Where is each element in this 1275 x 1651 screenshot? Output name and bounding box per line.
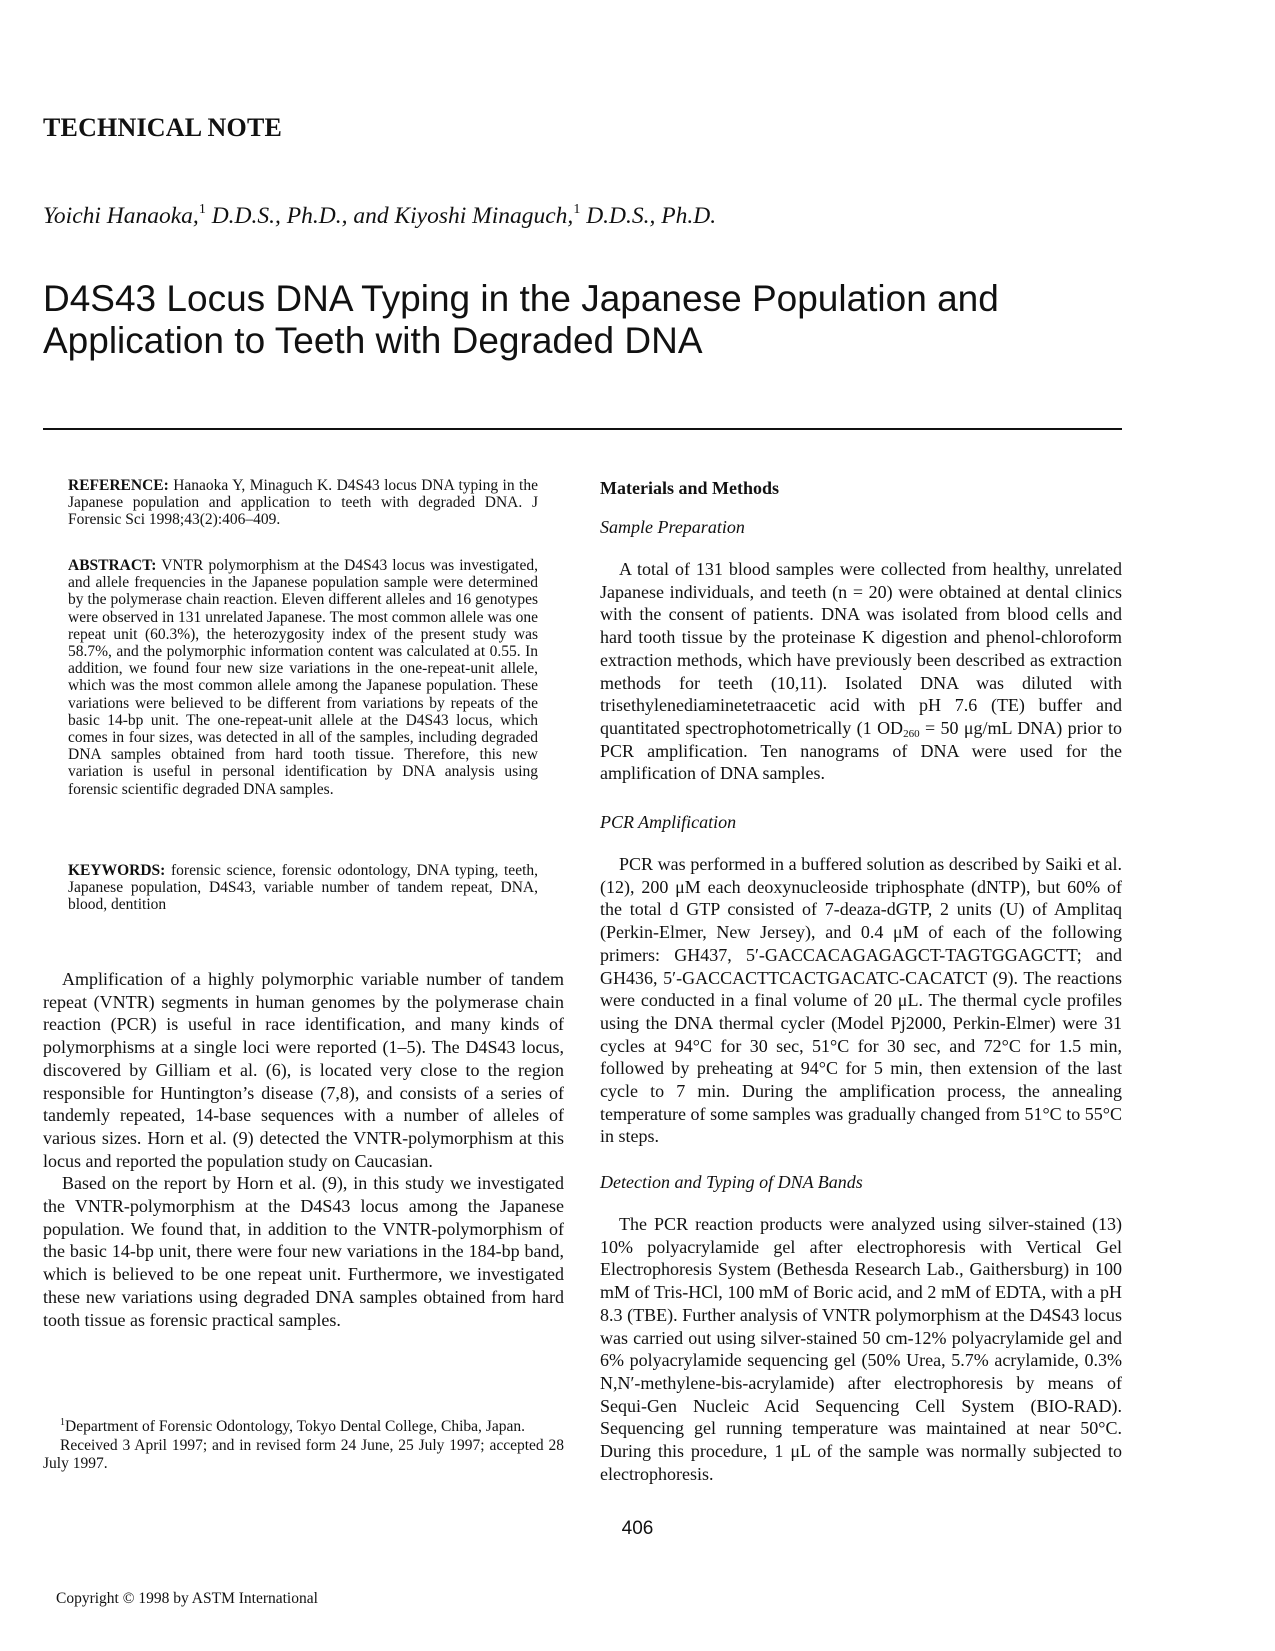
abstract-text: VNTR polymorphism at the D4S43 locus was investigated, and allele frequencies in the Japanese population sample were determined by the polymerase chain reaction. Eleven different alleles and 16 genotypes were observed in 131 unrelated Japanese. The most common allele was one repeat unit (60.3%), the heterozygosity index of the present study was 58.7%, and the polymorphic information content was calculated at 0.55. In addition, we found four new size variations in the one-repeat-unit allele, which was the most common allele among the Japanese population. These variations were believed to be different from variations by repeats of the basic 14-bp unit. The one-repeat-unit allele at the D4S43 locus, which comes in four sizes, was detected in all of the samples, including degraded DNA samples obtained from hard tooth tissue. Therefore, this new variation is useful in personal identification by DNA analysis using forensic scientific degraded DNA samples. [68,557,538,798]
sample-prep-heading: Sample Preparation [600,517,745,537]
page-number: 406 [621,1518,654,1539]
introduction-column [43,968,564,1331]
copyright-notice: Copyright © 1998 by ASTM International [56,1590,318,1607]
methods-paragraph [600,558,1122,785]
abstract-label: ABSTRACT: [68,557,157,574]
author-degree: D.D.S., Ph.D., and Kiyoshi Minaguch, [205,203,574,229]
author-line [43,203,716,230]
title-line: D4S43 Locus DNA Typing in the Japanese Population and [43,278,999,319]
sample-prep-text-a: A total of 131 blood samples were collected from healthy, unrelated Japanese individuals, and teeth (n = 20) were obtained at dental clinics with the consent of patients. DNA was isolated from blood cells and hard tooth tissue by the proteinase K digestion and phenol-chloroform extraction methods, which have previously been described as extraction methods for teeth (10,11). Isolated DNA was diluted with trisethylenediaminetetraacetic acid with pH 7.6 (TE) buffer and quantitated spectrophotometrically (1 OD [600,559,1122,738]
affiliation-marker: 1 [198,202,206,217]
section-label: TECHNICAL NOTE [43,113,283,142]
intro-paragraph: Amplification of a highly polymorphic variable number of tandem repeat (VNTR) segments in human genomes by the polymerase chain reaction (PCR) is useful in race identification, and many kinds of polymorphisms at a single loci were reported (1–5). The D4S43 locus, discovered by Gilliam et al. (6), is located very close to the region responsible for Huntington’s disease (7,8), and consists of a series of tandemly repeated, 14-base sequences with a number of alleles of various sizes. Horn et al. (9) detected the VNTR-polymorphism at this locus and reported the population study on Caucasian. [43,969,564,1171]
intro-paragraph: Based on the report by Horn et al. (9), in this study we investigated the VNTR-polymorphism at the D4S43 locus among the Japanese population. We found that, in addition to the VNTR-polymorphism of the basic 14-bp unit, there were four new variations in the 184-bp band, which is believed to be one repeat unit. Furthermore, we investigated these new variations using degraded DNA samples obtained from hard tooth tissue as forensic practical samples. [43,1173,564,1330]
methods-paragraph: The PCR reaction products were analyzed using silver-stained (13) 10% polyacrylamide gel after electrophoresis with Vertical Gel Electrophoresis System (Bethesda Research Lab., Gaithersburg) in 100 mM of Tris-HCl, 100 mM of Boric acid, and 2 mM of EDTA, with a pH 8.3 (TBE). Further analysis of VNTR polymorphism at the D4S43 locus was carried out using silver-stained 50 cm-12% polyacrylamide gel and 6% polyacrylamide sequencing gel (50% Urea, 5.7% acrylamide, 0.3% N,N′-methylene-bis-acrylamide) after electrophoresis by means of Sequi-Gen Nucleic Acid Sequencing Cell System (BIO-RAD). Sequencing gel running temperature was maintained at near 50°C. During this procedure, 1 μL of the sample was normally subjected to electrophoresis. [600,1214,1122,1484]
reference-label: REFERENCE: [68,477,169,494]
abstract-block [68,557,538,798]
pcr-heading: PCR Amplification [600,812,737,832]
author-name: Yoichi Hanaoka, [43,203,199,229]
footnotes [43,1418,564,1474]
affiliation-marker: 1 [573,202,581,217]
detection-heading: Detection and Typing of DNA Bands [600,1172,863,1192]
detection-text [600,1213,1122,1485]
sample-prep-text-b: = 50 μg/mL DNA) prior to PCR amplification. Ten nanograms of DNA were used for the amplification of DNA samples. [600,717,1122,784]
keywords-block [68,862,538,914]
reference-block [68,477,538,529]
od-subscript: 260 [903,727,920,740]
footnote-marker: 1 [60,1417,65,1428]
sample-prep-text [600,558,1122,785]
keywords-label: KEYWORDS: [68,862,166,879]
methods-heading: Materials and Methods [600,478,779,498]
keywords-text: forensic science, forensic odontology, DNA typing, teeth, Japanese population, D4S43, variable number of tandem repeat, DNA, blood, dentition [68,862,538,914]
reference-text: Hanaoka Y, Minaguch K. D4S43 locus DNA typing in the Japanese population and application to teeth with degraded DNA. J Forensic Sci 1998;43(2):406–409. [68,477,538,529]
affiliation-footnote [43,1418,564,1437]
article-title [43,278,1123,362]
methods-paragraph: PCR was performed in a buffered solution as described by Saiki et al. (12), 200 μM each deoxynucleoside triphosphate (dNTP), but 60% of the total d GTP consisted of 7-deaza-dGTP, 2 units (U) of Amplitaq (Perkin-Elmer, New Jersey), and 0.4 μM of each of the following primers: GH437, 5′-GACCACAGAGAGCT-TAGTGGAGCTT; and GH436, 5′-GACCACTTCACTGACATC-CACATCT (9). The reactions were conducted in a final volume of 20 μL. The thermal cycle profiles using the DNA thermal cycler (Model Pj2000, Perkin-Elmer) were 31 cycles at 94°C for 30 sec, 51°C for 30 sec, and 72°C for 1.5 min, followed by preheating at 94°C for 5 min, then extension of the last cycle to 7 min. During the amplification process, the annealing temperature of some samples was gradually changed from 51°C to 55°C in steps. [600,854,1122,1147]
affiliation-text: Department of Forensic Odontology, Tokyo Dental College, Chiba, Japan. [65,1418,525,1435]
title-divider [43,428,1122,430]
author-degree: D.D.S., Ph.D. [580,203,717,229]
pcr-text [600,853,1122,1148]
received-footnote: Received 3 April 1997; and in revised form 24 June, 25 July 1997; accepted 28 July 1997. [43,1436,564,1472]
title-line: Application to Teeth with Degraded DNA [43,320,703,361]
